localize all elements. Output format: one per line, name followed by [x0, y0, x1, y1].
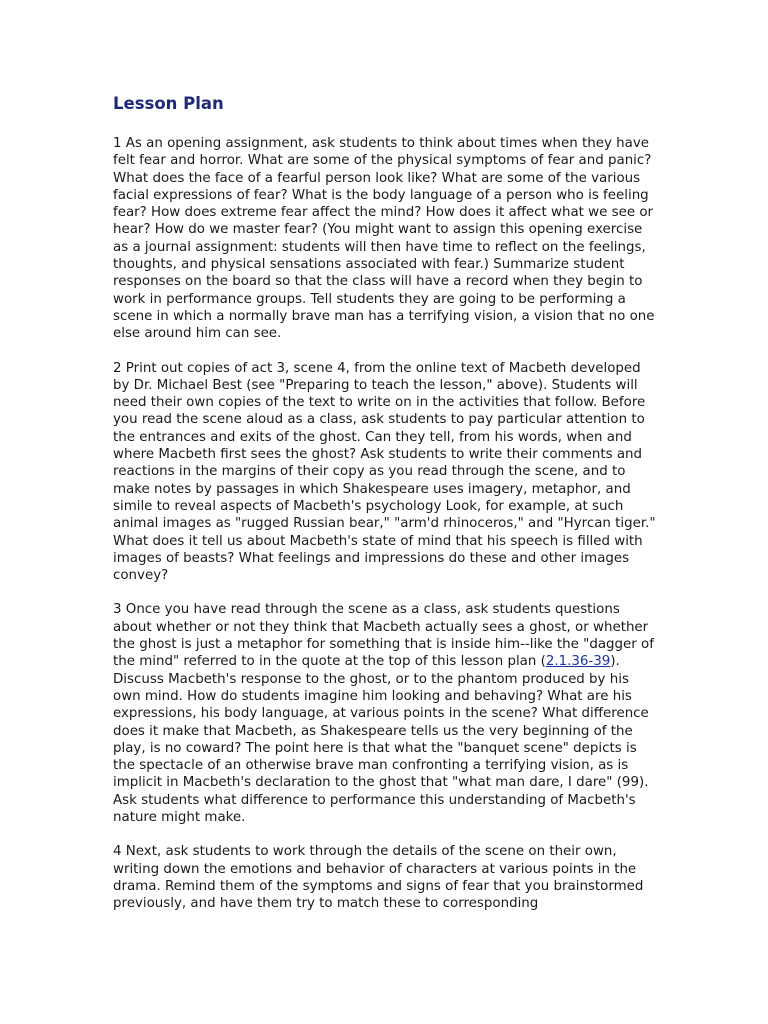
- paragraph-2: 2 Print out copies of act 3, scene 4, from the online text of Macbeth developed by Dr. Michael Best (see "Preparing to teach the lesson," above). Students will need their own copies of the text to write on in the activities that follow. Before you read the scene aloud as a class, ask students to pay particular attention to the entrances and exits of the ghost. Can they tell, from his words, when and where Macbeth first sees the ghost? Ask students to write their comments and reactions in the margins of their copy as you read through the scene, and to make notes by passages in which Shakespeare uses imagery, metaphor, and simile to reveal aspects of Macbeth's psychology Look, for example, at such animal images as "rugged Russian bear," "arm'd rhinoceros," and "Hyrcan tiger." What does it tell us about Macbeth's state of mind that his speech is filled with images of beasts? What feelings and impressions do these and other images convey?: [113, 360, 656, 584]
- paragraph-3: [113, 601, 658, 826]
- paragraph-1: 1 As an opening assignment, ask students to think about times when they have felt fear and horror. What are some of the physical symptoms of fear and panic? What does the face of a fearful person look like? What are some of the various facial expressions of fear? What is the body language of a person who is feeling fear? How does extreme fear affect the mind? How does it affect what we see or hear? How do we master fear? (You might want to assign this opening exercise as a journal assignment: students will then have time to reflect on the feelings, thoughts, and physical sensations associated with fear.) Summarize student responses on the board so that the class will have a record when they begin to work in performance groups. Tell students they are going to be performing a scene in which a normally brave man has a terrifying vision, a vision that no one else around him can see.: [113, 136, 655, 342]
- paragraph-3-text-start: 3 Once you have read through the scene as a class, ask students questions about whether or not they think that Macbeth actually sees a ghost, or whether the ghost is just a metaphor for something that is inside him--like the "dagger of the mind" referred to in the quote at the top of this lesson plan (: [113, 602, 654, 670]
- paragraph-3-text-end: ). Discuss Macbeth's response to the ghost, or to the phantom produced by his own mind. How do students imagine him looking and behaving? What are his expressions, his body language, at various points in the scene? What difference does it make that Macbeth, as Shakespeare tells us the very beginning of the play, is no coward? The point here is that what the "banquet scene" depicts is the spectacle of an otherwise brave man confronting a terrifying vision, as is implicit in Macbeth's declaration to the ghost that "what man dare, I dare" (99). Ask students what difference to performance this understanding of Macbeth's nature might make.: [113, 654, 649, 825]
- paragraph-4: 4 Next, ask students to work through the details of the scene on their own, writing down the emotions and behavior of characters at various points in the drama. Remind them of the symptoms and signs of fear that you brainstormed previously, and have them try to match these to corresponding: [113, 844, 644, 912]
- document-page: [113, 92, 658, 929]
- line-reference-link[interactable]: 2.1.36-39: [545, 654, 611, 670]
- page-title: Lesson Plan: [113, 94, 224, 113]
